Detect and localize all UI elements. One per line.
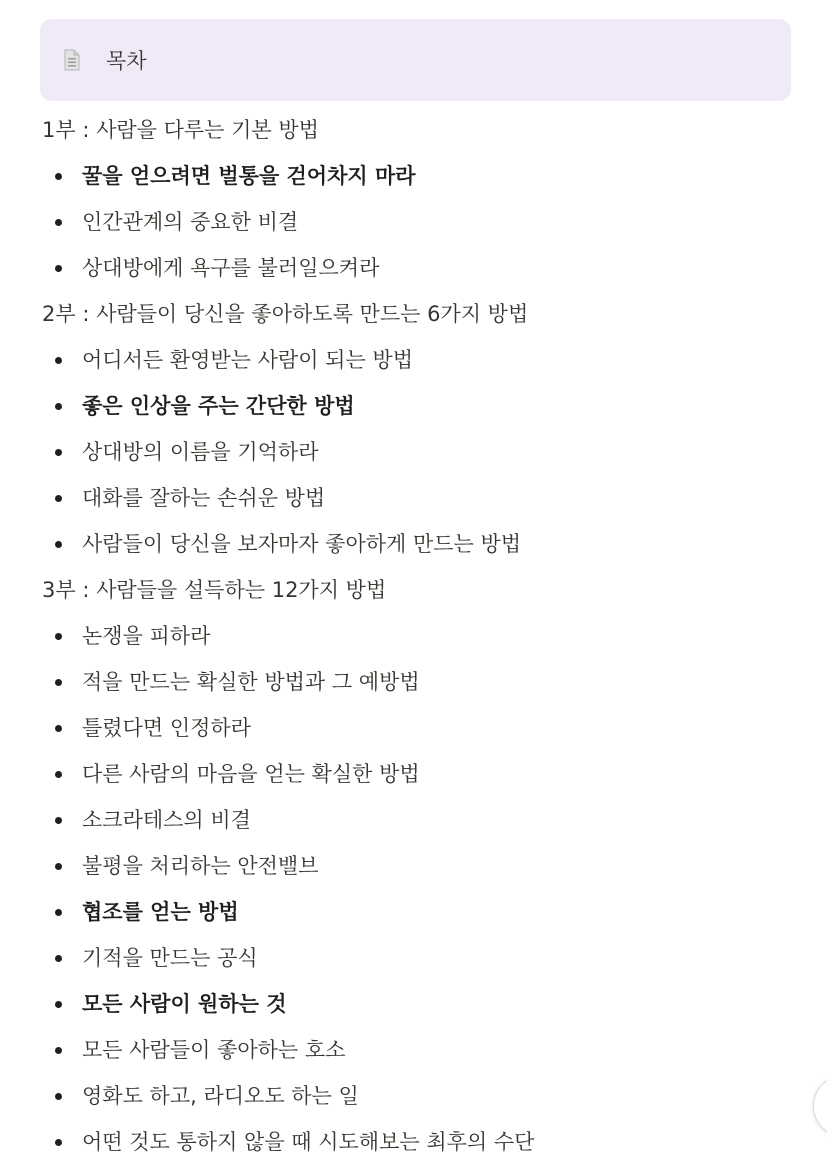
bullet-icon — [55, 725, 62, 732]
toc-list-item — [0, 245, 827, 291]
list-item-text: 기적을 만드는 공식 — [82, 946, 258, 970]
section-heading-text: 1부 : 사람을 다루는 기본 방법 — [42, 118, 319, 142]
bullet-icon — [55, 633, 62, 640]
toc-list-item — [0, 935, 827, 981]
section-heading-text: 2부 : 사람들이 당신을 좋아하도록 만드는 6가지 방법 — [42, 302, 529, 326]
bullet-icon — [55, 679, 62, 686]
toc-list-item — [0, 429, 827, 475]
toc-list-item — [0, 153, 827, 199]
bullet-icon — [55, 173, 62, 180]
table-of-contents — [0, 107, 827, 1165]
bullet-icon — [55, 1001, 62, 1008]
list-item-text: 틀렸다면 인정하라 — [82, 716, 251, 740]
list-item-text: 불평을 처리하는 안전밸브 — [82, 854, 319, 878]
list-item-text: 꿀을 얻으려면 벌통을 걷어차지 마라 — [82, 164, 416, 188]
list-item-text: 모든 사람들이 좋아하는 호소 — [82, 1038, 346, 1062]
list-item-text: 상대방의 이름을 기억하라 — [82, 440, 319, 464]
bullet-icon — [55, 541, 62, 548]
bullet-icon — [55, 817, 62, 824]
list-item-text: 다른 사람의 마음을 얻는 확실한 방법 — [82, 762, 420, 786]
bullet-icon — [55, 1047, 62, 1054]
list-item-text: 논쟁을 피하라 — [82, 624, 211, 648]
toc-list-item — [0, 981, 827, 1027]
bullet-icon — [55, 265, 62, 272]
toc-list-item — [0, 1027, 827, 1073]
bullet-icon — [55, 495, 62, 502]
list-item-text: 인간관계의 중요한 비결 — [82, 210, 299, 234]
toc-section-heading — [0, 567, 827, 613]
toc-list-item — [0, 475, 827, 521]
callout-title: 목차 — [106, 49, 147, 73]
toc-list-item — [0, 613, 827, 659]
list-item-text: 적을 만드는 확실한 방법과 그 예방법 — [82, 670, 420, 694]
toc-section-heading — [0, 107, 827, 153]
toc-list-item — [0, 659, 827, 705]
toc-list-item — [0, 751, 827, 797]
list-item-text: 어디서든 환영받는 사람이 되는 방법 — [82, 348, 413, 372]
list-item-text: 사람들이 당신을 보자마자 좋아하게 만드는 방법 — [82, 532, 522, 556]
toc-section-heading — [0, 291, 827, 337]
bullet-icon — [55, 909, 62, 916]
toc-list-item — [0, 521, 827, 567]
toc-list-item — [0, 797, 827, 843]
list-item-text: 소크라테스의 비결 — [82, 808, 251, 832]
toc-list-item — [0, 889, 827, 935]
bullet-icon — [55, 863, 62, 870]
bullet-icon — [55, 955, 62, 962]
bullet-icon — [55, 1139, 62, 1146]
list-item-text: 협조를 얻는 방법 — [82, 900, 239, 924]
toc-list-item — [0, 1119, 827, 1165]
list-item-text: 대화를 잘하는 손쉬운 방법 — [82, 486, 326, 510]
section-heading-text: 3부 : 사람들을 설득하는 12가지 방법 — [42, 578, 387, 602]
list-item-text: 좋은 인상을 주는 간단한 방법 — [82, 394, 355, 418]
toc-list-item — [0, 1073, 827, 1119]
bullet-icon — [55, 1093, 62, 1100]
list-item-text: 영화도 하고, 라디오도 하는 일 — [82, 1084, 359, 1108]
toc-list-item — [0, 705, 827, 751]
bullet-icon — [55, 771, 62, 778]
bullet-icon — [55, 403, 62, 410]
toc-list-item — [0, 843, 827, 889]
bullet-icon — [55, 357, 62, 364]
toc-callout — [40, 19, 791, 101]
toc-list-item — [0, 337, 827, 383]
bullet-icon — [55, 449, 62, 456]
list-item-text: 어떤 것도 통하지 않을 때 시도해보는 최후의 수단 — [82, 1130, 535, 1154]
toc-list-item — [0, 383, 827, 429]
document-icon — [64, 49, 80, 71]
toc-list-item — [0, 199, 827, 245]
list-item-text: 상대방에게 욕구를 불러일으켜라 — [82, 256, 380, 280]
list-item-text: 모든 사람이 원하는 것 — [82, 992, 287, 1016]
bullet-icon — [55, 219, 62, 226]
